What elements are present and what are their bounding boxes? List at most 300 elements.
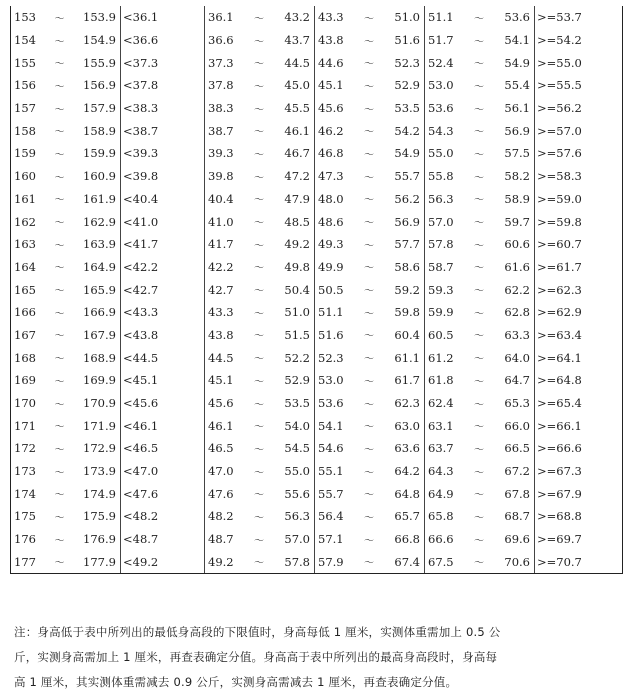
range-high: 54.9 bbox=[394, 146, 420, 161]
tilde-separator: ～ bbox=[364, 195, 374, 207]
tilde-separator: ～ bbox=[474, 399, 484, 411]
table-cell bbox=[535, 6, 623, 29]
range-low: 58.7 bbox=[428, 259, 454, 274]
table-cell bbox=[205, 392, 315, 415]
range-low: 156 bbox=[14, 78, 36, 93]
table-cell bbox=[11, 29, 121, 52]
table-cell bbox=[315, 528, 425, 551]
tilde-separator: ～ bbox=[54, 422, 65, 434]
table-cell bbox=[121, 369, 205, 392]
range-high: 54.5 bbox=[284, 441, 310, 456]
tilde-separator: ～ bbox=[254, 104, 264, 116]
range-high: 54.1 bbox=[504, 33, 530, 48]
tilde-separator: ～ bbox=[474, 81, 484, 93]
cell-value: >=58.3 bbox=[537, 169, 582, 184]
table-cell bbox=[315, 210, 425, 233]
range-high: 48.5 bbox=[284, 214, 310, 229]
tilde-separator: ～ bbox=[474, 218, 484, 230]
range-high: 70.6 bbox=[504, 554, 530, 569]
range-high: 66.0 bbox=[504, 418, 530, 433]
range-low: 45.6 bbox=[318, 101, 344, 116]
tilde-separator: ～ bbox=[254, 308, 264, 320]
table-cell bbox=[425, 188, 535, 211]
range-low: 57.1 bbox=[318, 532, 344, 547]
range-low: 65.8 bbox=[428, 509, 454, 524]
range-low: 64.3 bbox=[428, 464, 454, 479]
table-cell bbox=[425, 414, 535, 437]
table-row bbox=[11, 301, 623, 324]
range-high: 56.3 bbox=[284, 509, 310, 524]
cell-value: >=53.7 bbox=[537, 10, 582, 25]
range-high: 58.2 bbox=[504, 169, 530, 184]
table-row bbox=[11, 142, 623, 165]
range-high: 160.9 bbox=[83, 169, 116, 184]
range-low: 155 bbox=[14, 55, 36, 70]
range-low: 176 bbox=[14, 532, 36, 547]
range-low: 49.2 bbox=[208, 554, 234, 569]
table-cell bbox=[11, 6, 121, 29]
range-high: 51.0 bbox=[284, 305, 310, 320]
table-cell bbox=[121, 278, 205, 301]
table-cell bbox=[425, 29, 535, 52]
range-low: 53.0 bbox=[318, 373, 344, 388]
table-cell bbox=[205, 324, 315, 347]
range-high: 66.8 bbox=[394, 532, 420, 547]
table-cell bbox=[315, 301, 425, 324]
range-high: 43.2 bbox=[284, 10, 310, 25]
table-cell bbox=[121, 437, 205, 460]
table-cell bbox=[535, 301, 623, 324]
table-cell bbox=[425, 505, 535, 528]
cell-value: >=66.6 bbox=[537, 441, 582, 456]
range-high: 67.2 bbox=[504, 464, 530, 479]
tilde-separator: ～ bbox=[474, 59, 484, 71]
table-cell bbox=[205, 528, 315, 551]
range-high: 172.9 bbox=[83, 441, 116, 456]
cell-value: >=54.2 bbox=[537, 33, 582, 48]
tilde-separator: ～ bbox=[364, 127, 374, 139]
table-cell bbox=[11, 505, 121, 528]
table-cell bbox=[535, 210, 623, 233]
table-cell bbox=[11, 74, 121, 97]
table-row bbox=[11, 460, 623, 483]
table-cell bbox=[535, 165, 623, 188]
table-cell bbox=[11, 301, 121, 324]
tilde-separator: ～ bbox=[54, 558, 65, 570]
tilde-separator: ～ bbox=[474, 490, 484, 502]
tilde-separator: ～ bbox=[474, 467, 484, 479]
table-cell bbox=[425, 165, 535, 188]
tilde-separator: ～ bbox=[254, 240, 264, 252]
table-cell bbox=[315, 551, 425, 574]
tilde-separator: ～ bbox=[54, 331, 65, 343]
range-high: 59.8 bbox=[394, 305, 420, 320]
tilde-separator: ～ bbox=[364, 218, 374, 230]
range-low: 54.1 bbox=[318, 418, 344, 433]
range-high: 170.9 bbox=[83, 396, 116, 411]
range-low: 43.3 bbox=[208, 305, 234, 320]
range-high: 162.9 bbox=[83, 214, 116, 229]
range-high: 55.6 bbox=[284, 486, 310, 501]
cell-value: <43.3 bbox=[123, 305, 159, 320]
table-cell bbox=[11, 324, 121, 347]
range-low: 177 bbox=[14, 554, 36, 569]
cell-value: >=57.6 bbox=[537, 146, 582, 161]
table-cell bbox=[315, 482, 425, 505]
table-row bbox=[11, 346, 623, 369]
table-cell bbox=[315, 505, 425, 528]
range-high: 56.2 bbox=[394, 191, 420, 206]
table-cell bbox=[11, 482, 121, 505]
table-cell bbox=[121, 51, 205, 74]
table-cell bbox=[425, 97, 535, 120]
tilde-separator: ～ bbox=[364, 240, 374, 252]
tilde-separator: ～ bbox=[364, 535, 374, 547]
table-row bbox=[11, 97, 623, 120]
table-row bbox=[11, 51, 623, 74]
range-low: 46.2 bbox=[318, 123, 344, 138]
table-cell bbox=[535, 256, 623, 279]
range-high: 156.9 bbox=[83, 78, 116, 93]
range-high: 62.3 bbox=[394, 396, 420, 411]
table-cell bbox=[315, 278, 425, 301]
cell-value: <39.8 bbox=[123, 169, 159, 184]
range-low: 38.7 bbox=[208, 123, 234, 138]
table-cell bbox=[121, 188, 205, 211]
range-low: 162 bbox=[14, 214, 36, 229]
cell-value: <46.5 bbox=[123, 441, 159, 456]
table-cell bbox=[11, 414, 121, 437]
range-low: 44.5 bbox=[208, 350, 234, 365]
range-low: 36.6 bbox=[208, 33, 234, 48]
range-low: 54.3 bbox=[428, 123, 454, 138]
table-cell bbox=[11, 346, 121, 369]
tilde-separator: ～ bbox=[54, 467, 65, 479]
tilde-separator: ～ bbox=[474, 127, 484, 139]
table-cell bbox=[11, 233, 121, 256]
table-cell bbox=[535, 142, 623, 165]
tilde-separator: ～ bbox=[474, 444, 484, 456]
range-low: 37.8 bbox=[208, 78, 234, 93]
range-low: 55.0 bbox=[428, 146, 454, 161]
tilde-separator: ～ bbox=[474, 36, 484, 48]
range-low: 48.0 bbox=[318, 191, 344, 206]
range-low: 43.8 bbox=[208, 327, 234, 342]
note-line-3: 高 1 厘米，其实测体重需减去 0.9 公斤，实测身高需减去 1 厘米，再查表确定分值。 bbox=[14, 675, 458, 689]
table-cell bbox=[425, 256, 535, 279]
cell-value: <39.3 bbox=[123, 146, 159, 161]
tilde-separator: ～ bbox=[54, 354, 65, 366]
range-high: 65.3 bbox=[504, 396, 530, 411]
table-row bbox=[11, 278, 623, 301]
range-high: 61.7 bbox=[394, 373, 420, 388]
tilde-separator: ～ bbox=[54, 149, 65, 161]
tilde-separator: ～ bbox=[364, 104, 374, 116]
tilde-separator: ～ bbox=[254, 467, 264, 479]
range-high: 51.5 bbox=[284, 327, 310, 342]
table-cell bbox=[205, 414, 315, 437]
table-cell bbox=[425, 51, 535, 74]
table-cell bbox=[205, 301, 315, 324]
table-cell bbox=[205, 369, 315, 392]
tilde-separator: ～ bbox=[364, 558, 374, 570]
range-high: 60.6 bbox=[504, 237, 530, 252]
table-cell bbox=[205, 256, 315, 279]
range-low: 53.0 bbox=[428, 78, 454, 93]
range-low: 51.1 bbox=[428, 10, 454, 25]
range-low: 48.2 bbox=[208, 509, 234, 524]
cell-value: >=67.3 bbox=[537, 464, 582, 479]
range-low: 56.3 bbox=[428, 191, 454, 206]
range-low: 46.8 bbox=[318, 146, 344, 161]
tilde-separator: ～ bbox=[54, 308, 65, 320]
table-cell bbox=[11, 392, 121, 415]
table-cell bbox=[205, 188, 315, 211]
table-cell bbox=[205, 460, 315, 483]
table-cell bbox=[535, 346, 623, 369]
tilde-separator: ～ bbox=[54, 512, 65, 524]
table-cell bbox=[205, 210, 315, 233]
range-high: 45.0 bbox=[284, 78, 310, 93]
cell-value: >=67.9 bbox=[537, 486, 582, 501]
cell-value: <38.3 bbox=[123, 101, 159, 116]
range-high: 176.9 bbox=[83, 532, 116, 547]
tilde-separator: ～ bbox=[254, 558, 264, 570]
tilde-separator: ～ bbox=[364, 308, 374, 320]
range-low: 60.5 bbox=[428, 327, 454, 342]
table-cell bbox=[535, 551, 623, 574]
range-high: 54.9 bbox=[504, 55, 530, 70]
tilde-separator: ～ bbox=[254, 195, 264, 207]
table-cell bbox=[11, 97, 121, 120]
table-cell bbox=[11, 142, 121, 165]
range-high: 49.2 bbox=[284, 237, 310, 252]
range-low: 56.4 bbox=[318, 509, 344, 524]
table-row bbox=[11, 505, 623, 528]
range-low: 38.3 bbox=[208, 101, 234, 116]
range-low: 63.7 bbox=[428, 441, 454, 456]
tilde-separator: ～ bbox=[54, 127, 65, 139]
tilde-separator: ～ bbox=[364, 13, 374, 25]
range-low: 174 bbox=[14, 486, 36, 501]
table-cell bbox=[315, 369, 425, 392]
tilde-separator: ～ bbox=[364, 59, 374, 71]
tilde-separator: ～ bbox=[364, 81, 374, 93]
table-cell bbox=[121, 551, 205, 574]
tilde-separator: ～ bbox=[254, 59, 264, 71]
table-cell bbox=[425, 528, 535, 551]
range-low: 51.1 bbox=[318, 305, 344, 320]
cell-value: >=62.3 bbox=[537, 282, 582, 297]
range-high: 63.0 bbox=[394, 418, 420, 433]
range-low: 47.6 bbox=[208, 486, 234, 501]
table-cell bbox=[425, 6, 535, 29]
range-low: 47.0 bbox=[208, 464, 234, 479]
cell-value: <48.2 bbox=[123, 509, 159, 524]
table-cell bbox=[315, 51, 425, 74]
table-cell bbox=[121, 301, 205, 324]
cell-value: <48.7 bbox=[123, 532, 159, 547]
range-high: 52.3 bbox=[394, 55, 420, 70]
tilde-separator: ～ bbox=[474, 535, 484, 547]
range-high: 64.7 bbox=[504, 373, 530, 388]
range-low: 67.5 bbox=[428, 554, 454, 569]
range-high: 57.8 bbox=[284, 554, 310, 569]
range-low: 46.1 bbox=[208, 418, 234, 433]
range-high: 61.1 bbox=[394, 350, 420, 365]
range-high: 51.0 bbox=[394, 10, 420, 25]
table-cell bbox=[121, 414, 205, 437]
tilde-separator: ～ bbox=[254, 81, 264, 93]
range-high: 62.8 bbox=[504, 305, 530, 320]
cell-value: >=64.1 bbox=[537, 350, 582, 365]
tilde-separator: ～ bbox=[364, 376, 374, 388]
table-cell bbox=[121, 392, 205, 415]
range-high: 59.7 bbox=[504, 214, 530, 229]
table-cell bbox=[11, 119, 121, 142]
tilde-separator: ～ bbox=[474, 13, 484, 25]
table-cell bbox=[535, 392, 623, 415]
tilde-separator: ～ bbox=[474, 286, 484, 298]
range-low: 167 bbox=[14, 327, 36, 342]
range-low: 57.0 bbox=[428, 214, 454, 229]
table-cell bbox=[315, 437, 425, 460]
tilde-separator: ～ bbox=[254, 263, 264, 275]
cell-value: <44.5 bbox=[123, 350, 159, 365]
table-cell bbox=[315, 29, 425, 52]
table-cell bbox=[205, 142, 315, 165]
table-cell bbox=[205, 97, 315, 120]
tilde-separator: ～ bbox=[364, 490, 374, 502]
table-cell bbox=[535, 51, 623, 74]
cell-value: <36.6 bbox=[123, 33, 159, 48]
cell-value: >=64.8 bbox=[537, 373, 582, 388]
table-cell bbox=[535, 369, 623, 392]
range-high: 46.1 bbox=[284, 123, 310, 138]
range-low: 55.8 bbox=[428, 169, 454, 184]
range-high: 155.9 bbox=[83, 55, 116, 70]
range-low: 55.7 bbox=[318, 486, 344, 501]
range-low: 46.5 bbox=[208, 441, 234, 456]
table-row bbox=[11, 437, 623, 460]
range-low: 159 bbox=[14, 146, 36, 161]
tilde-separator: ～ bbox=[364, 36, 374, 48]
table-cell bbox=[205, 29, 315, 52]
cell-value: >=63.4 bbox=[537, 327, 582, 342]
tilde-separator: ～ bbox=[54, 444, 65, 456]
range-high: 68.7 bbox=[504, 509, 530, 524]
tilde-separator: ～ bbox=[254, 36, 264, 48]
tilde-separator: ～ bbox=[254, 218, 264, 230]
range-high: 57.7 bbox=[394, 237, 420, 252]
range-high: 168.9 bbox=[83, 350, 116, 365]
table-cell bbox=[535, 233, 623, 256]
range-high: 53.6 bbox=[504, 10, 530, 25]
range-low: 44.6 bbox=[318, 55, 344, 70]
range-low: 59.9 bbox=[428, 305, 454, 320]
table-cell bbox=[315, 119, 425, 142]
table-row bbox=[11, 188, 623, 211]
tilde-separator: ～ bbox=[474, 149, 484, 161]
cell-value: <38.7 bbox=[123, 123, 159, 138]
range-low: 157 bbox=[14, 101, 36, 116]
table-cell bbox=[535, 324, 623, 347]
range-high: 167.9 bbox=[83, 327, 116, 342]
table-cell bbox=[425, 233, 535, 256]
tilde-separator: ～ bbox=[54, 240, 65, 252]
table-body bbox=[11, 6, 623, 574]
range-high: 47.2 bbox=[284, 169, 310, 184]
range-high: 154.9 bbox=[83, 33, 116, 48]
cell-value: >=66.1 bbox=[537, 418, 582, 433]
cell-value: >=59.8 bbox=[537, 214, 582, 229]
tilde-separator: ～ bbox=[364, 512, 374, 524]
range-high: 163.9 bbox=[83, 237, 116, 252]
range-high: 46.7 bbox=[284, 146, 310, 161]
tilde-separator: ～ bbox=[54, 81, 65, 93]
tilde-separator: ～ bbox=[54, 263, 65, 275]
table-cell bbox=[205, 119, 315, 142]
table-cell bbox=[535, 414, 623, 437]
table-row bbox=[11, 119, 623, 142]
table-cell bbox=[205, 278, 315, 301]
table-cell bbox=[535, 119, 623, 142]
range-low: 61.8 bbox=[428, 373, 454, 388]
range-low: 52.3 bbox=[318, 350, 344, 365]
table-cell bbox=[205, 6, 315, 29]
table-cell bbox=[315, 392, 425, 415]
range-low: 166 bbox=[14, 305, 36, 320]
range-low: 39.3 bbox=[208, 146, 234, 161]
table-row bbox=[11, 165, 623, 188]
tilde-separator: ～ bbox=[364, 399, 374, 411]
table-cell bbox=[425, 482, 535, 505]
tilde-separator: ～ bbox=[254, 331, 264, 343]
range-high: 63.3 bbox=[504, 327, 530, 342]
table-cell bbox=[535, 505, 623, 528]
table-cell bbox=[205, 482, 315, 505]
table-cell bbox=[121, 256, 205, 279]
tilde-separator: ～ bbox=[54, 13, 65, 25]
range-high: 63.6 bbox=[394, 441, 420, 456]
range-high: 52.2 bbox=[284, 350, 310, 365]
range-low: 164 bbox=[14, 259, 36, 274]
range-high: 47.9 bbox=[284, 191, 310, 206]
tilde-separator: ～ bbox=[254, 444, 264, 456]
range-low: 50.5 bbox=[318, 282, 344, 297]
table-cell bbox=[535, 437, 623, 460]
table-cell bbox=[425, 324, 535, 347]
table-cell bbox=[11, 437, 121, 460]
range-low: 170 bbox=[14, 396, 36, 411]
table-cell bbox=[315, 74, 425, 97]
tilde-separator: ～ bbox=[474, 512, 484, 524]
table-cell bbox=[205, 346, 315, 369]
note-line-2: 斤，实测身高需加上 1 厘米，再查表确定分值。身高高于表中所列出的最高身高段时，身高每 bbox=[14, 650, 498, 664]
table-cell bbox=[425, 278, 535, 301]
table-cell bbox=[11, 188, 121, 211]
tilde-separator: ～ bbox=[54, 535, 65, 547]
range-high: 58.6 bbox=[394, 259, 420, 274]
tilde-separator: ～ bbox=[474, 331, 484, 343]
table-cell bbox=[11, 460, 121, 483]
range-high: 55.4 bbox=[504, 78, 530, 93]
table-cell bbox=[121, 528, 205, 551]
table-cell bbox=[535, 188, 623, 211]
cell-value: <37.8 bbox=[123, 78, 159, 93]
table-cell bbox=[121, 29, 205, 52]
range-low: 37.3 bbox=[208, 55, 234, 70]
